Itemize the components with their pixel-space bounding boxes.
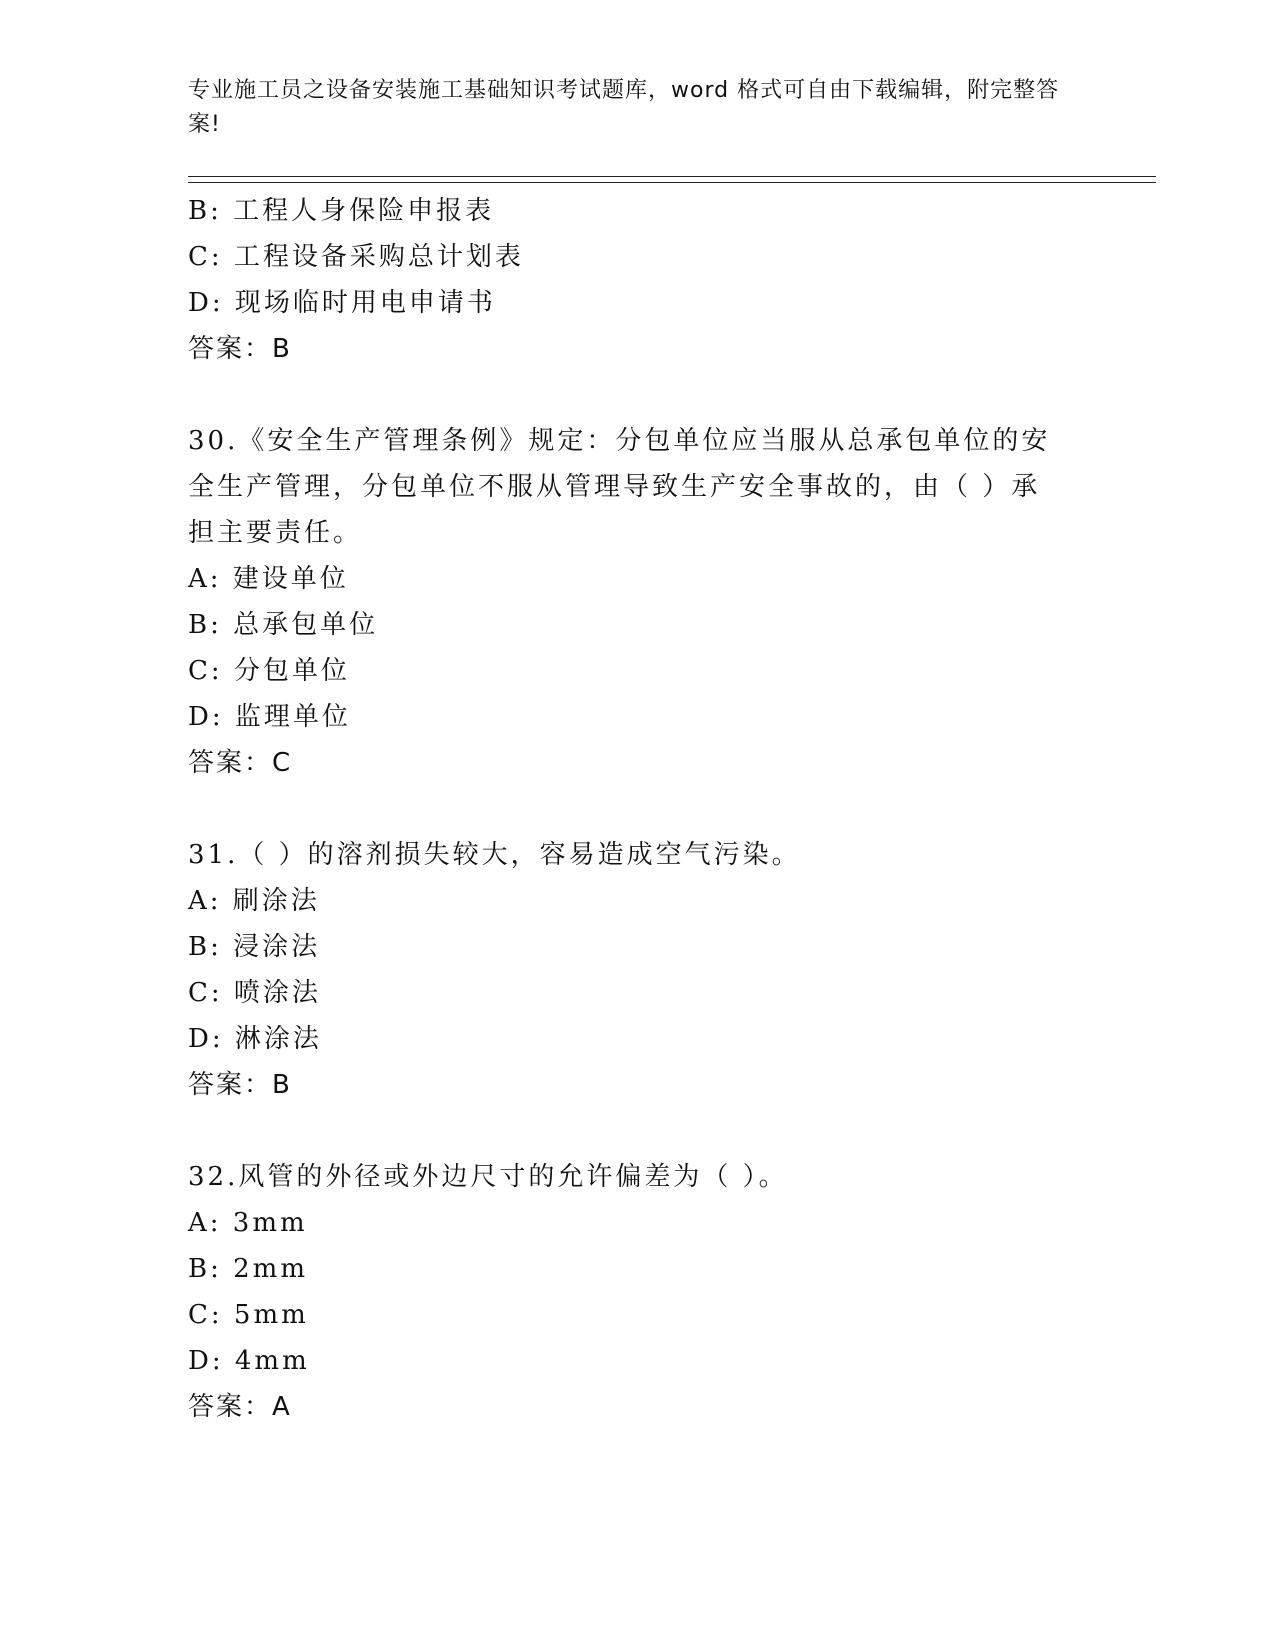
option-b: B: 浸涂法 <box>188 932 321 962</box>
option-b: B: 2mm <box>188 1254 308 1284</box>
option-d: D: 现场临时用电申请书 <box>188 288 496 318</box>
answer-line: 答案：B <box>188 334 292 364</box>
option-a: A: 刷涂法 <box>188 886 320 916</box>
question-30 <box>188 418 1088 786</box>
option-c: C: 5mm <box>188 1300 309 1330</box>
answer-line: 答案：A <box>188 1392 292 1422</box>
document-header: 专业施工员之设备安装施工基础知识考试题库，word 格式可自由下载编辑，附完整答案! <box>188 78 1060 137</box>
question-stem: 31.（ ）的溶剂损失较大，容易造成空气污染。 <box>188 840 801 870</box>
option-a: A: 3mm <box>188 1208 308 1238</box>
option-d: D: 淋涂法 <box>188 1024 322 1054</box>
spacer <box>188 372 1088 418</box>
option-a: A: 建设单位 <box>188 564 349 594</box>
option-c: C: 工程设备采购总计划表 <box>188 242 524 272</box>
question-stem: 30.《安全生产管理条例》规定：分包单位应当服从总承包单位的安全生产管理，分包单位不服从管理导致生产安全事故的，由（ ）承担主要责任。 <box>188 426 1051 548</box>
header-divider-bottom <box>188 182 1156 183</box>
question-stem: 32.风管的外径或外边尺寸的允许偏差为（ ）。 <box>188 1162 788 1192</box>
question-31 <box>188 832 1088 1108</box>
answer-line: 答案：B <box>188 1070 292 1100</box>
option-b: B: 总承包单位 <box>188 610 379 640</box>
option-c: C: 喷涂法 <box>188 978 321 1008</box>
option-d: D: 监理单位 <box>188 702 351 732</box>
question-29-partial <box>188 188 1088 372</box>
header-divider-top <box>188 176 1156 177</box>
question-32 <box>188 1154 1088 1430</box>
option-d: D: 4mm <box>188 1346 310 1376</box>
spacer <box>188 786 1088 832</box>
option-c: C: 分包单位 <box>188 656 350 686</box>
answer-line: 答案：C <box>188 748 293 778</box>
spacer <box>188 1108 1088 1154</box>
option-b: B: 工程人身保险申报表 <box>188 196 495 226</box>
question-content <box>188 188 1088 1430</box>
